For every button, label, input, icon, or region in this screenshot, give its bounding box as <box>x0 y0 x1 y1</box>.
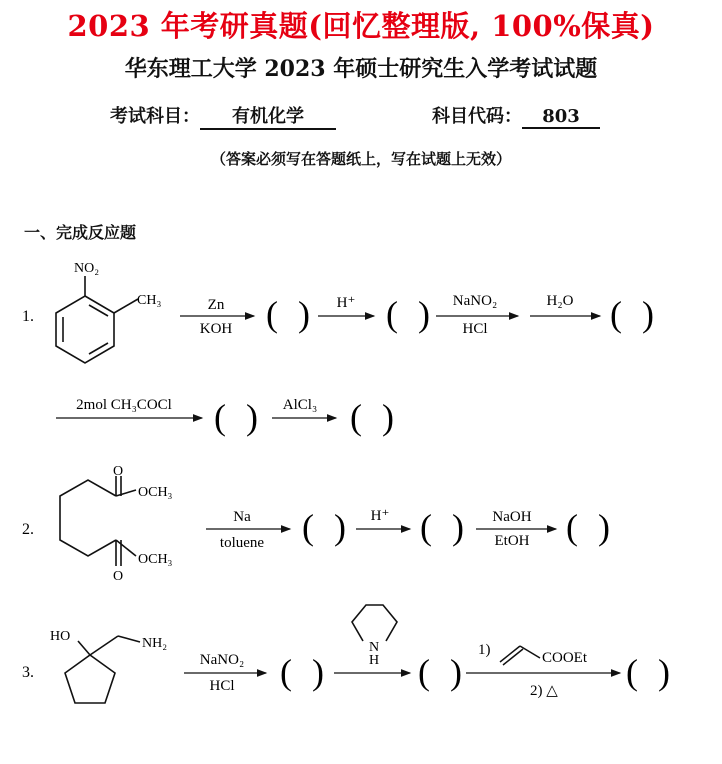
q1-blank-5-open: ( <box>350 397 362 437</box>
q2-o-bottom: O <box>113 569 124 584</box>
code-label: 科目代码： <box>432 106 522 127</box>
q1-arrow-3-top: NaNO₂ <box>452 293 498 309</box>
q3-arrow-1-top: NaNO₂ <box>199 652 245 668</box>
q2-arrow-2-top: H⁺ <box>370 508 390 524</box>
q1-arrow-1-bottom: KOH <box>199 321 233 337</box>
q3-blank-1-close: ) <box>312 652 324 692</box>
q3-cyclopentane-structure <box>65 636 140 703</box>
q1-benzene-ring <box>56 276 138 363</box>
q2-blank-2-close: ) <box>452 507 464 547</box>
q3-pyrrolidine-h: H <box>369 653 380 668</box>
subject-label: 考试科目： <box>110 106 200 127</box>
q1-blank-2-close: ) <box>418 294 430 334</box>
q3-pyrrolidine-structure <box>352 605 397 641</box>
university-title: 华东理工大学 2023 年硕士研究生入学考试试题 <box>124 56 598 82</box>
q1-number: 1. <box>22 308 34 325</box>
q3-blank-3-open: ( <box>626 652 638 692</box>
q1-blank-3-open: ( <box>610 294 622 334</box>
q3-step-1-label: 1) <box>478 642 491 658</box>
q3-blank-3-close: ) <box>658 652 670 692</box>
q2-blank-2-open: ( <box>420 507 432 547</box>
q2-blank-3-open: ( <box>566 507 578 547</box>
q3-acrylate-ester: COOEt <box>542 650 587 666</box>
q1-arrow-6-top: AlCl₃ <box>282 397 318 413</box>
q2-ester-top: OCH₃ <box>138 485 173 500</box>
q3-step-2-label: 2) △ <box>530 683 558 699</box>
q3-nh2-label: NH₂ <box>142 636 168 651</box>
q1-no2-label: NO₂ <box>74 261 100 276</box>
q2-ester-bottom: OCH₃ <box>138 552 173 567</box>
q1-arrow-2-top: H⁺ <box>336 295 356 311</box>
q2-number: 2. <box>22 521 34 538</box>
q3-blank-2-close: ) <box>450 652 462 692</box>
q3-number: 3. <box>22 664 34 681</box>
q3-pyrrolidine-n: N <box>369 640 380 655</box>
q1-blank-4-open: ( <box>214 397 226 437</box>
q2-arrow-3-top: NaOH <box>492 509 532 525</box>
q2-arrow-1-bottom: toluene <box>219 535 265 551</box>
q1-arrow-1-top: Zn <box>207 297 225 313</box>
q1-blank-1-close: ) <box>298 294 310 334</box>
code-value: 803 <box>522 106 600 129</box>
q3-acrylate-bonds <box>500 646 540 665</box>
q1-blank-5-close: ) <box>382 397 394 437</box>
q2-blank-3-close: ) <box>598 507 610 547</box>
banner-title: 2023 年考研真题(回忆整理版, 100%保真) <box>67 9 655 43</box>
q2-arrow-1-top: Na <box>233 509 251 525</box>
q1-arrow-3-bottom: HCl <box>462 321 488 337</box>
q2-blank-1-open: ( <box>302 507 314 547</box>
instruction-note: （答案必须写在答题纸上，写在试题上无效） <box>210 150 511 168</box>
q1-blank-1-open: ( <box>266 294 278 334</box>
section-title: 一、完成反应题 <box>24 223 137 242</box>
q2-arrow-3-bottom: EtOH <box>494 533 530 549</box>
q1-blank-4-close: ) <box>246 397 258 437</box>
q1-arrow-5-top: 2mol CH₃COCl <box>76 397 172 413</box>
q3-arrow-1-bottom: HCl <box>209 678 235 694</box>
q3-blank-2-open: ( <box>418 652 430 692</box>
q2-diester-structure <box>60 476 136 566</box>
subject-value: 有机化学 <box>200 102 336 130</box>
q3-ho-label: HO <box>50 629 71 644</box>
q1-blank-3-close: ) <box>642 294 654 334</box>
q1-ch3-label: CH₃ <box>137 293 162 308</box>
q1-blank-2-open: ( <box>386 294 398 334</box>
q3-blank-1-open: ( <box>280 652 292 692</box>
q2-blank-1-close: ) <box>334 507 346 547</box>
q2-o-top: O <box>113 464 124 479</box>
q1-arrow-4-top: H₂O <box>546 293 574 309</box>
